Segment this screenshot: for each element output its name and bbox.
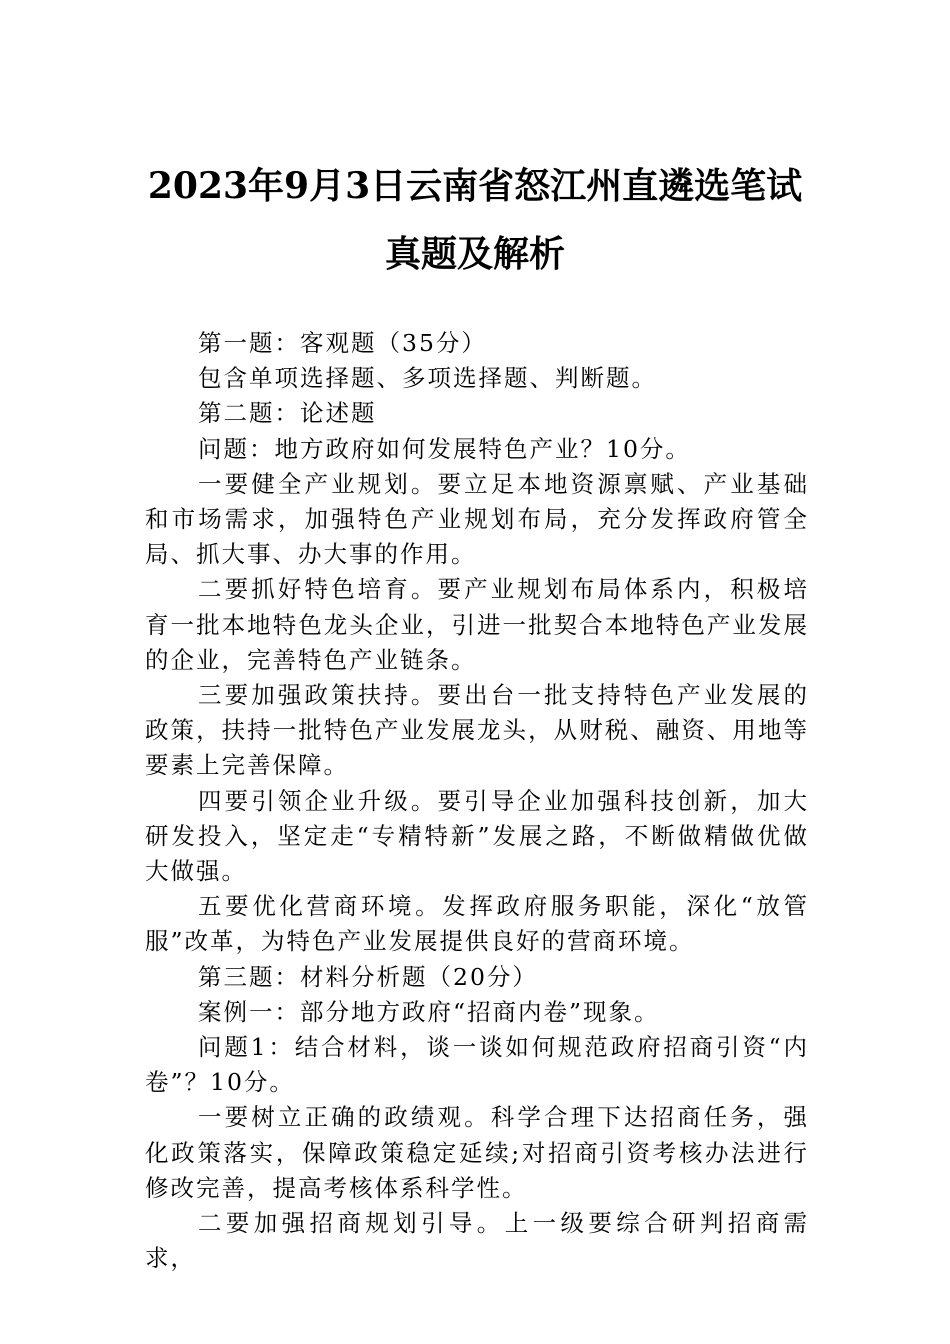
paragraph: 二要抓好特色培育。要产业规划布局体系内，积极培育一批本地特色龙头企业，引进一批契合本地特色产业发展的企业，完善特色产业链条。 [145, 575, 809, 674]
paragraph: 五要优化营商环境。发挥政府服务职能，深化“放管服”改革，为特色产业发展提供良好的营商环境。 [145, 892, 809, 956]
paragraph: 一要树立正确的政绩观。科学合理下达招商任务，强化政策落实，保障政策稳定延续;对招商引资考核办法进行修改完善，提高考核体系科学性。 [145, 1103, 809, 1202]
paragraph: 一要健全产业规划。要立足本地资源禀赋、产业基础和市场需求，加强特色产业规划布局，充分发挥政府管全局、抓大事、办大事的作用。 [145, 469, 809, 569]
paragraph: 问题：地方政府如何发展特色产业？10分。 [198, 434, 691, 463]
paragraph: 案例一：部分地方政府“招商内卷”现象。 [198, 997, 660, 1026]
paragraph: 第二题：论述题 [198, 399, 377, 428]
paragraph: 问题1：结合材料，谈一谈如何规范政府招商引资“内卷”？10分。 [145, 1033, 809, 1097]
paragraph: 三要加强政策扶持。要出台一批支持特色产业发展的政策，扶持一批特色产业发展龙头，从财税、融资、用地等要素上完善保障。 [145, 681, 809, 780]
document-title-line-1: 2023年9月3日云南省怒江州直遴选笔试 [147, 165, 803, 207]
document-body [145, 326, 809, 1276]
paragraph: 四要引领企业升级。要引导企业加强科技创新，加大研发投入，坚定走“专精特新”发展之路，不断做精做优做大做强。 [145, 786, 809, 886]
document-title-line-2: 真题及解析 [384, 233, 565, 275]
paragraph: 二要加强招商规划引导。上一级要综合研判招商需求， [145, 1209, 809, 1273]
paragraph: 包含单项选择题、多项选择题、判断题。 [198, 364, 657, 393]
paragraph: 第一题：客观题（35分） [198, 329, 487, 357]
paragraph: 第三题：材料分析题（20分） [198, 962, 538, 991]
